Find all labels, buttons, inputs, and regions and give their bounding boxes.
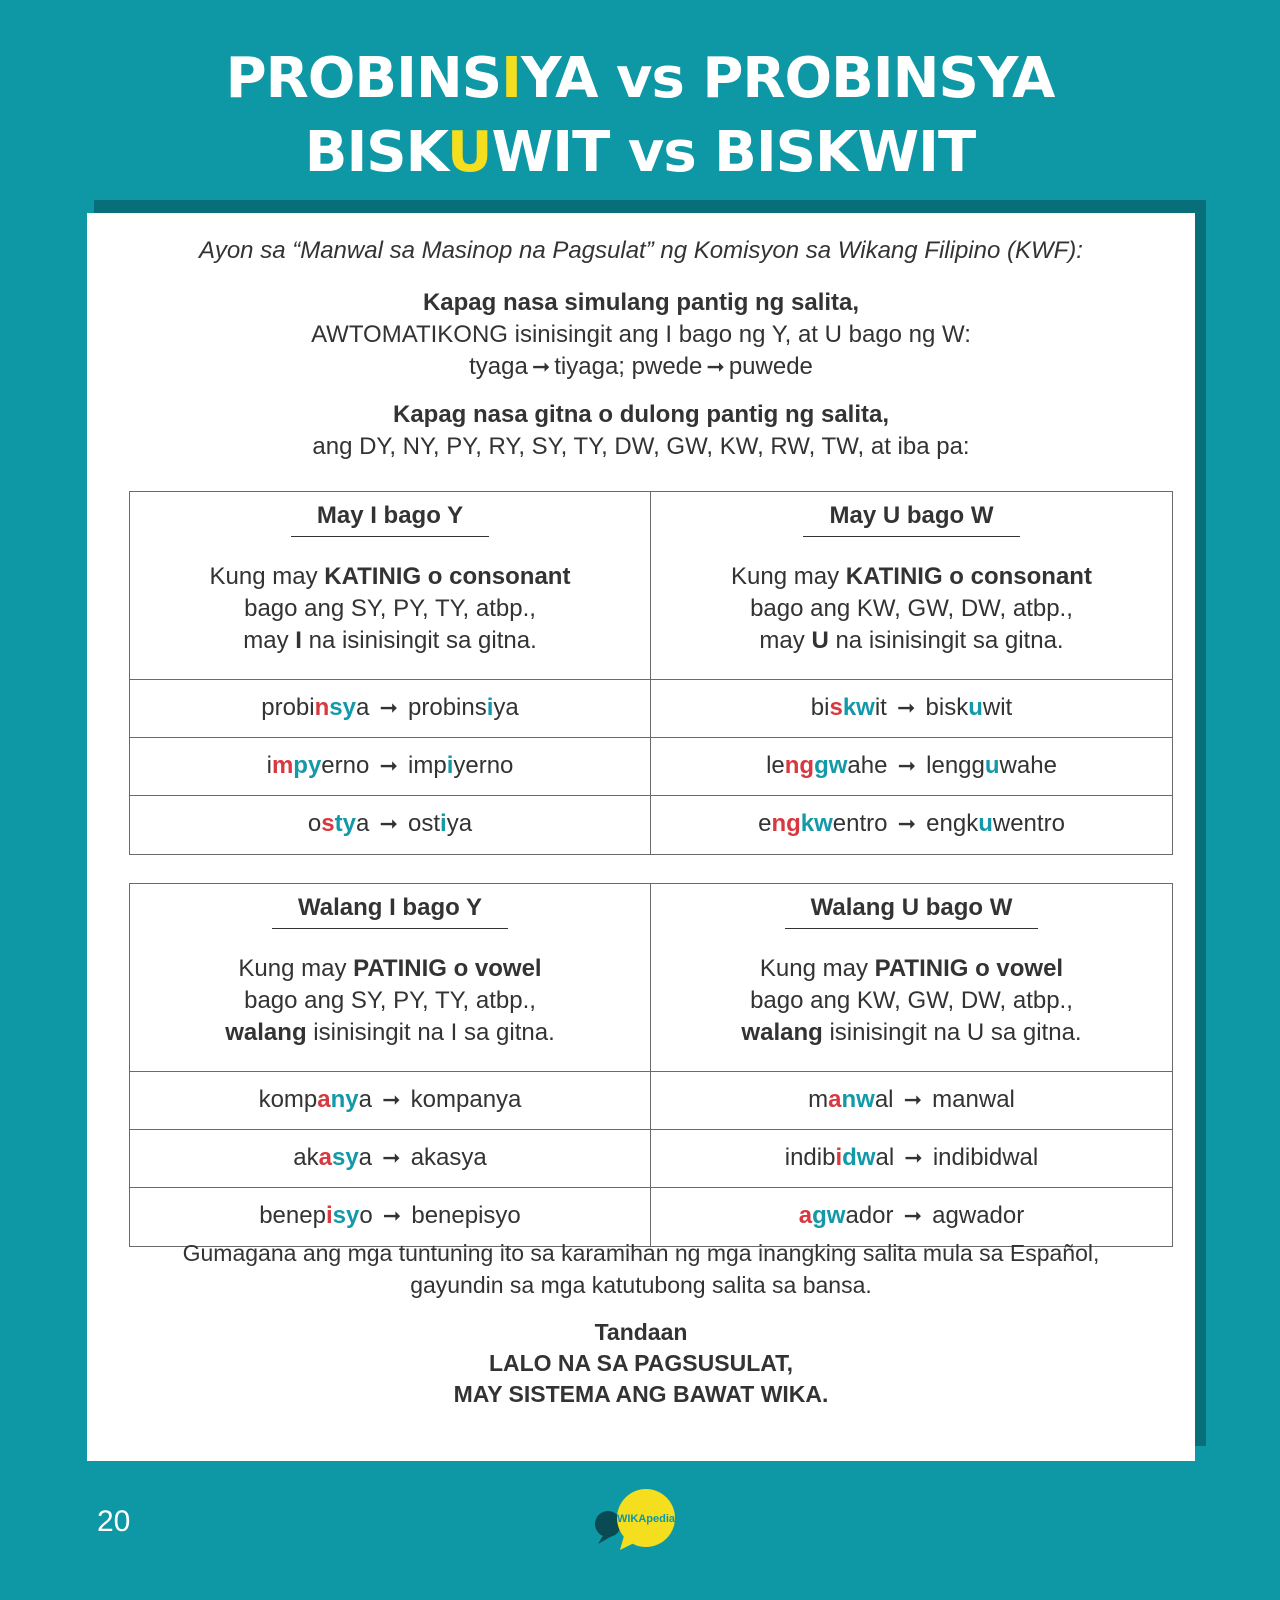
- without-i-example-row: [130, 1130, 650, 1188]
- word-part: ador: [845, 1202, 894, 1229]
- wikapedia-logo: [590, 1488, 690, 1552]
- word-part: a: [317, 1086, 331, 1113]
- with-u-description: Kung may KATINIG o consonant bago ang KW, GW, DW, atbp., may U na isinisingit sa gitna.: [731, 563, 1092, 654]
- with-i-header: [130, 492, 650, 680]
- word-part: indibidwal: [932, 1144, 1039, 1171]
- arrow-icon: ➞: [376, 1145, 407, 1170]
- word-part: al: [875, 1144, 895, 1171]
- arrow-icon: ➞: [890, 695, 922, 720]
- rule1-heading: Kapag nasa simulang pantig ng salita,: [422, 289, 860, 316]
- arrow-icon: ➞: [531, 354, 551, 379]
- word-part: i: [835, 1144, 843, 1171]
- word-part: n: [314, 694, 330, 721]
- word-part: probins: [408, 694, 487, 721]
- with-u-example-row: [651, 796, 1172, 854]
- word-part: akasya: [410, 1144, 487, 1171]
- word-part: agwador: [932, 1202, 1025, 1229]
- title-2b: WIT vs BISKWIT: [491, 120, 976, 185]
- word-part: ya: [446, 810, 473, 837]
- word-part: i: [325, 1202, 333, 1229]
- title-line-2: [0, 116, 1280, 190]
- word-part: a: [358, 1086, 372, 1113]
- word-part: it: [874, 694, 887, 721]
- word-part: bi: [810, 694, 830, 721]
- table-without-insertion: [129, 883, 1173, 1247]
- word-part: al: [874, 1086, 894, 1113]
- word-part: i: [446, 752, 454, 779]
- title-1a: PROBINS: [225, 46, 502, 111]
- word-part: sy: [329, 694, 356, 721]
- content-card: [87, 213, 1195, 1461]
- with-i-example-row: [130, 738, 650, 796]
- with-i-example-row: [130, 680, 650, 738]
- word-part: ost: [408, 810, 441, 837]
- title-1-highlight: I: [501, 46, 521, 111]
- without-i-description: Kung may PATINIG o vowel bago ang SY, PY, TY, atbp., walang isinisingit na I sa gitna.: [225, 955, 555, 1046]
- word-part: wahe: [999, 752, 1057, 779]
- word-part: indib: [784, 1144, 836, 1171]
- reminder-heading: Tandaan: [594, 1319, 688, 1345]
- without-u-column: [651, 884, 1172, 1246]
- word-part: i: [266, 752, 272, 779]
- reminder: Tandaan LALO NA SA PAGSUSULAT, MAY SISTEMA ANG BAWAT WIKA.: [87, 1317, 1195, 1410]
- arrow-icon: ➞: [373, 811, 405, 836]
- title-2-highlight: U: [447, 120, 492, 185]
- arrow-icon: ➞: [891, 811, 923, 836]
- word-part: ng: [771, 810, 801, 837]
- arrow-icon: ➞: [897, 1087, 929, 1112]
- word-part: gw: [814, 752, 848, 779]
- word-part: probi: [261, 694, 315, 721]
- word-part: nw: [841, 1086, 875, 1113]
- word-part: m: [808, 1086, 829, 1113]
- intro-text: Ayon sa “Manwal sa Masinop na Pagsulat” ng Komisyon sa Wikang Filipino (KWF):: [199, 237, 1083, 264]
- title-1b: YA vs PROBINSYA: [520, 46, 1055, 111]
- word-part: a: [355, 694, 370, 721]
- logo-text: WIKApedia: [616, 1513, 676, 1525]
- word-part: u: [968, 694, 983, 721]
- without-i-title: Walang I bago Y: [272, 894, 508, 929]
- word-part: gw: [812, 1202, 846, 1229]
- word-part: wentro: [992, 810, 1065, 837]
- word-part: a: [355, 810, 370, 837]
- arrow-icon: ➞: [891, 753, 923, 778]
- word-part: erno: [321, 752, 370, 779]
- word-part: m: [271, 752, 294, 779]
- word-part: ak: [293, 1144, 319, 1171]
- word-part: komp: [258, 1086, 318, 1113]
- arrow-icon: ➞: [706, 354, 725, 379]
- word-part: kw: [800, 810, 833, 837]
- page-number: 20: [97, 1505, 131, 1538]
- title-line-1: [0, 42, 1280, 116]
- logo-bubble-tail: [598, 1534, 612, 1544]
- without-u-example-row: [651, 1072, 1172, 1130]
- rule-initial-syllable: [87, 287, 1195, 383]
- without-u-example-row: [651, 1130, 1172, 1188]
- arrow-icon: ➞: [373, 695, 405, 720]
- title-2a: BISK: [304, 120, 448, 185]
- word-part: ny: [330, 1086, 359, 1113]
- rule1-examples: tyaga ➞ tiyaga; pwede ➞ puwede: [469, 353, 813, 380]
- word-part: i: [440, 810, 447, 837]
- word-part: entro: [832, 810, 888, 837]
- with-u-column: [651, 492, 1172, 854]
- with-u-example-row: [651, 680, 1172, 738]
- without-i-example-row: [130, 1072, 650, 1130]
- arrow-icon: ➞: [897, 1203, 929, 1228]
- with-i-description: Kung may KATINIG o consonant bago ang SY, PY, TY, atbp., may I na isinisingit sa gitna.: [209, 563, 571, 654]
- word-part: engk: [926, 810, 979, 837]
- page-title: [0, 42, 1280, 190]
- word-part: py: [293, 752, 322, 779]
- word-part: e: [758, 810, 772, 837]
- word-part: yerno: [453, 752, 514, 779]
- word-part: a: [358, 1144, 373, 1171]
- word-part: dw: [842, 1144, 876, 1171]
- word-part: kompanya: [410, 1086, 522, 1113]
- word-part: sy: [332, 1202, 360, 1229]
- word-part: ahe: [847, 752, 888, 779]
- word-part: lengg: [926, 752, 985, 779]
- with-i-title: May I bago Y: [291, 502, 489, 537]
- word-part: a: [318, 1144, 332, 1171]
- with-u-header: [651, 492, 1172, 680]
- with-u-example-row: [651, 738, 1172, 796]
- rule2-heading: Kapag nasa gitna o dulong pantig ng salita,: [392, 401, 890, 428]
- word-part: o: [359, 1202, 373, 1229]
- table-with-insertion: [129, 491, 1173, 855]
- rule2-line: ang DY, NY, PY, RY, SY, TY, DW, GW, KW, RW, TW, at iba pa:: [312, 433, 970, 460]
- word-part: o: [307, 810, 322, 837]
- word-part: a: [798, 1202, 813, 1229]
- arrow-icon: ➞: [898, 1145, 929, 1170]
- word-part: ng: [784, 752, 815, 779]
- without-i-header: [130, 884, 650, 1072]
- without-i-column: [130, 884, 651, 1246]
- word-part: imp: [408, 752, 447, 779]
- arrow-icon: ➞: [373, 753, 405, 778]
- word-part: u: [978, 810, 993, 837]
- without-u-description: Kung may PATINIG o vowel bago ang KW, GW, DW, atbp., walang isinisingit na U sa gitna.: [741, 955, 1082, 1046]
- with-u-title: May U bago W: [803, 502, 1019, 537]
- word-part: benep: [259, 1202, 326, 1229]
- word-part: s: [829, 694, 843, 721]
- footer-note: Gumagana ang mga tuntuning ito sa karamihan ng mga inangking salita mula sa Español, gayundin sa mga katutubong salita sa bansa.: [182, 1240, 1100, 1298]
- word-part: sy: [331, 1144, 359, 1171]
- word-part: s: [321, 810, 335, 837]
- without-u-header: [651, 884, 1172, 1072]
- word-part: ty: [334, 810, 356, 837]
- word-part: manwal: [932, 1086, 1015, 1113]
- word-part: le: [766, 752, 785, 779]
- word-part: ya: [493, 694, 519, 721]
- word-part: wit: [982, 694, 1013, 721]
- arrow-icon: ➞: [376, 1203, 408, 1228]
- with-i-column: [130, 492, 651, 854]
- arrow-icon: ➞: [376, 1087, 407, 1112]
- rule1-line: AWTOMATIKONG isinisingit ang I bago ng Y, at U bago ng W:: [311, 321, 971, 348]
- word-part: a: [828, 1086, 842, 1113]
- rule-middle-syllable: [87, 399, 1195, 463]
- with-i-example-row: [130, 796, 650, 854]
- word-part: benepisyo: [411, 1202, 521, 1229]
- without-u-title: Walang U bago W: [785, 894, 1039, 929]
- word-part: bisk: [925, 694, 969, 721]
- word-part: i: [486, 694, 494, 721]
- word-part: kw: [842, 694, 875, 721]
- word-part: u: [984, 752, 1000, 779]
